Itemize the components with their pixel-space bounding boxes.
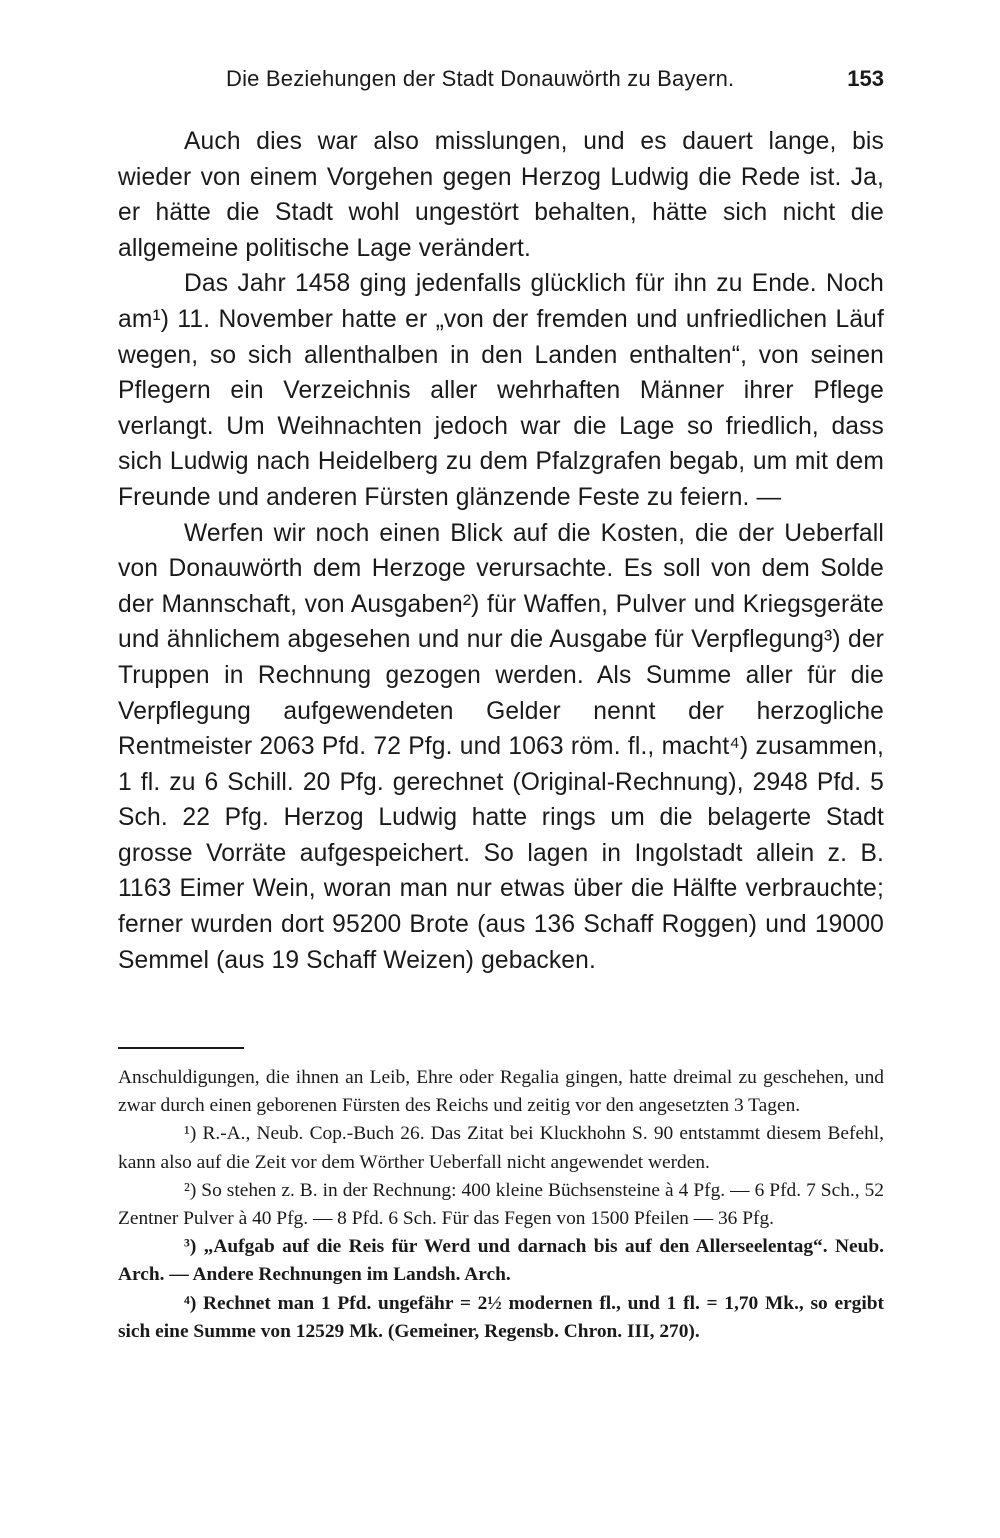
footnote-continuation: Anschuldigungen, die ihnen an Leib, Ehre oder Regalia gingen, hatte dreimal zu geschehen, und zwar durch einen geborenen Fürsten des Reichs und zeitig vor den angesetzten 3 Tagen. [118, 1067, 884, 1117]
page-number: 153 [847, 66, 884, 91]
footnotes [118, 1064, 884, 1346]
running-title: Die Beziehungen der Stadt Donauwörth zu Bayern. [226, 66, 735, 91]
main-text [118, 124, 884, 978]
footnote-1: ¹) R.-A., Neub. Cop.-Buch 26. Das Zitat bei Kluckhohn S. 90 entstammt diesem Befehl, kann also auf die Zeit vor dem Wörther Ueberfall nicht angewendet werden. [118, 1123, 884, 1173]
paragraph: Das Jahr 1458 ging jedenfalls glücklich für ihn zu Ende. Noch am¹) 11. November hatte er „von der fremden und unfriedlichen Läuf wegen, so sich allenthalben in den Landen enthalten“, von seinen Pflegern ein Verzeichnis aller wehrhaften Männer ihrer Pflege verlangt. Um Weihnachten jedoch war die Lage so friedlich, dass sich Ludwig nach Heidelberg zu dem Pfalzgrafen begab, um mit dem Freunde und anderen Fürsten glänzende Feste zu feiern. — [118, 270, 884, 511]
footnote-3: ³) „Aufgab auf die Reis für Werd und darnach bis auf den Allerseelentag“. Neub. Arch. — Andere Rechnungen im Landsh. Arch. [118, 1236, 884, 1286]
running-head [118, 62, 884, 96]
footnote-divider [118, 1047, 244, 1049]
paragraph: Werfen wir noch einen Blick auf die Kosten, die der Ueberfall von Donauwörth dem Herzoge verursachte. Es soll von dem Solde der Mannschaft, von Ausgaben²) für Waffen, Pulver und Kriegsgeräte und ähnlichem abgesehen und nur die Ausgabe für Verpflegung³) der Truppen in Rechnung gezogen werden. Als Summe aller für die Verpflegung aufgewendeten Gelder nennt der herzogliche Rentmeister 2063 Pfd. 72 Pfg. und 1063 röm. fl., macht⁴) zusammen, 1 fl. zu 6 Schill. 20 Pfg. gerechnet (Original-Rechnung), 2948 Pfd. 5 Sch. 22 Pfg. Herzog Ludwig hatte rings um die belagerte Stadt grosse Vorräte aufgespeichert. So lagen in Ingolstadt allein z. B. 1163 Eimer Wein, woran man nur etwas über die Hälfte verbrauchte; ferner wurden dort 95200 Brote (aus 136 Schaff Roggen) und 19000 Semmel (aus 19 Schaff Weizen) gebacken. [118, 519, 884, 974]
paragraph: Auch dies war also misslungen, und es dauert lange, bis wieder von einem Vorgehen gegen Herzog Ludwig die Rede ist. Ja, er hätte die Stadt wohl ungestört behalten, hätte sich nicht die allgemeine politische Lage verändert. [118, 128, 884, 262]
footnote-2: ²) So stehen z. B. in der Rechnung: 400 kleine Büchsensteine à 4 Pfg. — 6 Pfd. 7 Sch., 52 Zentner Pulver à 40 Pfg. — 8 Pfd. 6 Sch. Für das Fegen von 1500 Pfeilen — 36 Pfg. [118, 1179, 884, 1230]
footnote-4: ⁴) Rechnet man 1 Pfd. ungefähr = 2½ modernen fl., und 1 fl. = 1,70 Mk., so ergibt sich eine Summe von 12529 Mk. (Gemeiner, Regensb. Chron. III, 270). [118, 1292, 884, 1342]
